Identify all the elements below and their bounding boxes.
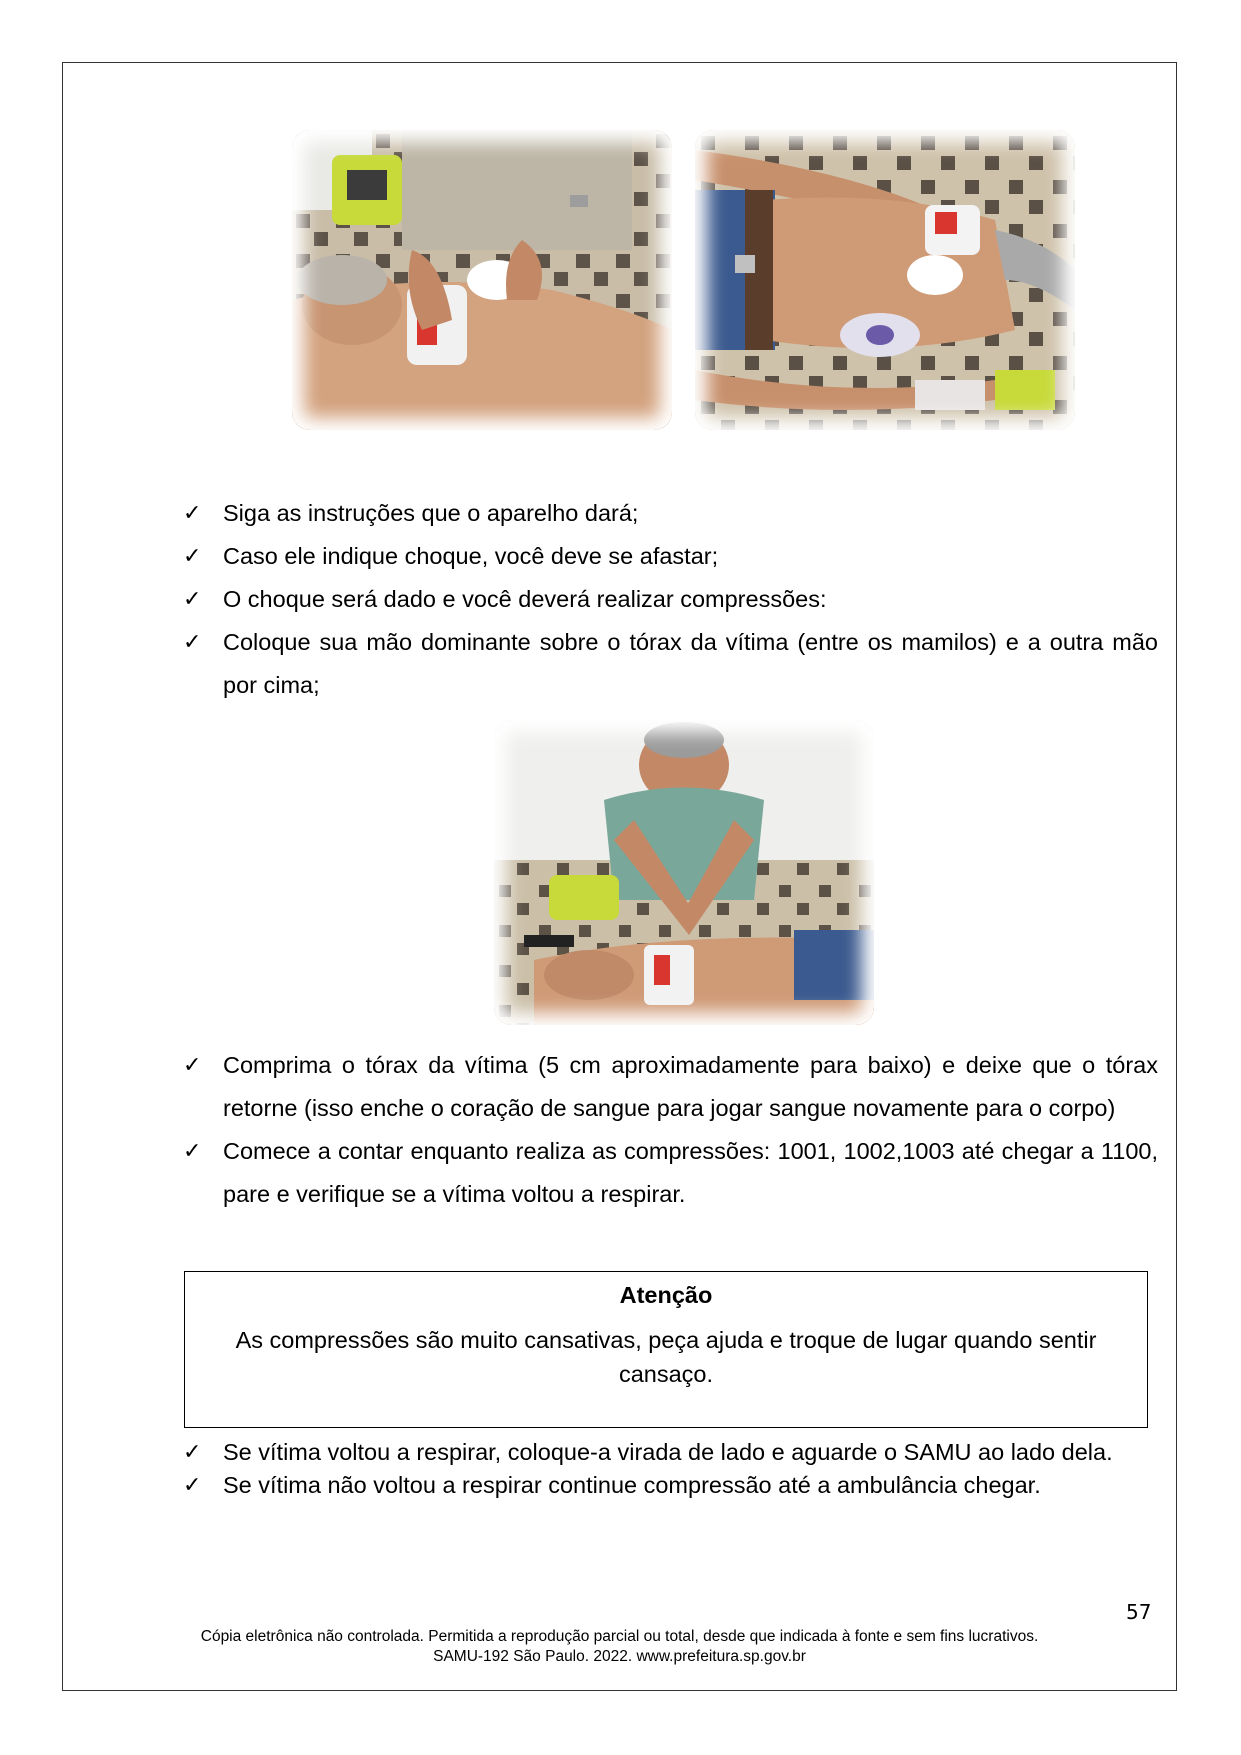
instruction-list-2 (183, 1044, 1158, 1216)
photo-chest-compressions (494, 720, 874, 1025)
attention-box (184, 1271, 1148, 1428)
footer-line-1: Cópia eletrônica não controlada. Permitida a reprodução parcial ou total, desde que indicada à fonte e sem fins lucrativos. (200, 1628, 1039, 1645)
list-item: ✓ Comece a contar enquanto realiza as compressões: 1001, 1002,1003 até chegar a 1100, pare e verifique se a vítima voltou a respirar. (183, 1130, 1158, 1216)
list-item: ✓ Se vítima voltou a respirar, coloque-a virada de lado e aguarde o SAMU ao lado dela. (183, 1436, 1158, 1469)
list-item: ✓ O choque será dado e você deverá realizar compressões: (183, 578, 1158, 621)
checkmark-icon: ✓ (183, 1440, 202, 1465)
checkmark-icon: ✓ (183, 587, 202, 612)
checkmark-icon: ✓ (183, 1473, 202, 1498)
checkmark-icon: ✓ (183, 544, 202, 569)
instruction-list-3 (183, 1436, 1158, 1502)
checkmark-icon: ✓ (183, 501, 202, 526)
checkmark-icon: ✓ (183, 630, 202, 655)
checkmark-icon: ✓ (183, 1139, 202, 1164)
photo-aed-pads-placement (292, 130, 672, 430)
footer-line-2: SAMU-192 São Paulo. 2022. www.prefeitura.sp.gov.br (433, 1648, 806, 1665)
attention-title: Atenção (619, 1282, 713, 1308)
list-item: ✓ Siga as instruções que o aparelho dará; (183, 492, 1158, 535)
instruction-list-1 (183, 492, 1158, 707)
photo-aed-pads-applied (695, 130, 1075, 430)
list-item: ✓ Comprima o tórax da vítima (5 cm aproximadamente para baixo) e deixe que o tórax retorne (isso enche o coração de sangue para jogar sangue novamente para o corpo) (183, 1044, 1158, 1130)
attention-body: As compressões são muito cansativas, peça ajuda e troque de lugar quando sentir cansaço. (235, 1327, 1097, 1387)
list-item: ✓ Coloque sua mão dominante sobre o tórax da vítima (entre os mamilos) e a outra mão por cima; (183, 621, 1158, 707)
checkmark-icon: ✓ (183, 1053, 202, 1078)
list-item: ✓ Caso ele indique choque, você deve se afastar; (183, 535, 1158, 578)
footer (62, 1627, 1177, 1667)
page-number: 57 (1126, 1600, 1152, 1624)
list-item: ✓ Se vítima não voltou a respirar continue compressão até a ambulância chegar. (183, 1469, 1158, 1502)
